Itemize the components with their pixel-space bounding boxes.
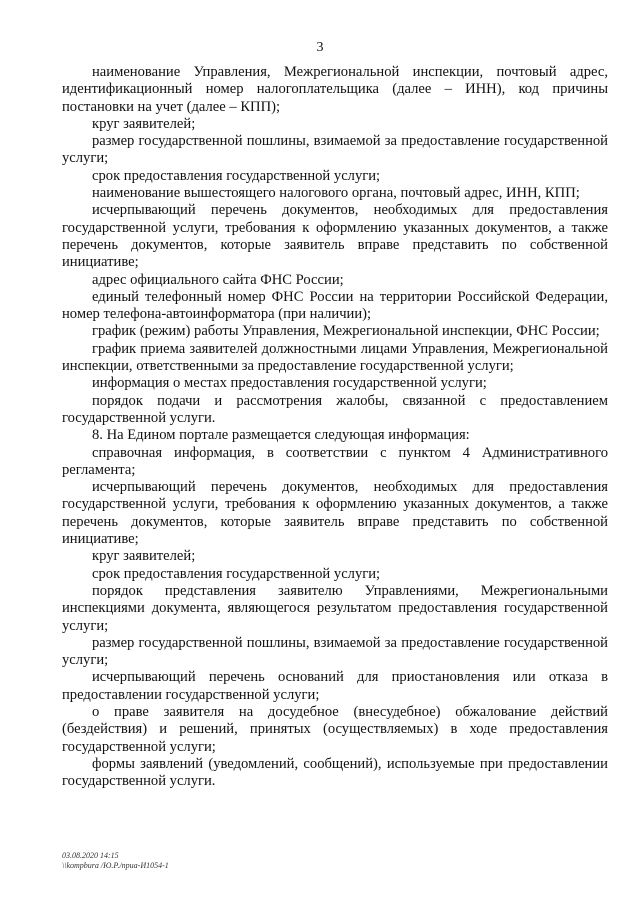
- paragraph: график приема заявителей должностными лицами Управления, Межрегиональной инспекции, ответственными за предоставление государственной услуги;: [62, 340, 608, 375]
- paragraph: срок предоставления государственной услуги;: [92, 167, 381, 184]
- paragraph: порядок подачи и рассмотрения жалобы, связанной с предоставлением государственной услуги.: [62, 392, 608, 426]
- paragraph: исчерпывающий перечень документов, необходимых для предоставления государственной услуги, требования к оформлению указанных документов, а также перечень документов, которые заявитель вправе представить по собственной инициативе;: [62, 202, 608, 271]
- section-8-heading: 8. На Едином портале размещается следующая информация:: [92, 427, 470, 444]
- footer-file-path: \\kompbura /Ю.Р./приа-И1054-1: [62, 861, 169, 870]
- paragraph: единый телефонный номер ФНС России на территории Российской Федерации, номер телефона-автоинформатора (при наличии);: [62, 288, 608, 323]
- paragraph: размер государственной пошлины, взимаемой за предоставление государственной услуги;: [62, 634, 608, 669]
- paragraph: исчерпывающий перечень оснований для приостановления или отказа в предоставлении государственной услуги;: [62, 669, 608, 703]
- paragraph: наименование Управления, Межрегиональной инспекции, почтовый адрес, идентификационный номер налогоплательщика (далее – ИНН), код причины постановки на учет (далее – КПП);: [62, 64, 608, 115]
- paragraph: срок предоставления государственной услуги;: [92, 565, 381, 582]
- paragraph: формы заявлений (уведомлений, сообщений), используемые при предоставлении государственной услуги.: [62, 755, 608, 790]
- paragraph: круг заявителей;: [92, 115, 196, 132]
- footer-timestamp: 03.08.2020 14:15: [62, 851, 119, 860]
- paragraph: адрес официального сайта ФНС России;: [92, 271, 344, 288]
- paragraph: размер государственной пошлины, взимаемой за предоставление государственной услуги;: [62, 133, 608, 167]
- paragraph: исчерпывающий перечень документов, необходимых для предоставления государственной услуги, требования к оформлению указанных документов, а также перечень документов, которые заявитель вправе представить по собственной инициативе;: [62, 479, 608, 548]
- paragraph: справочная информация, в соответствии с пунктом 4 Административного регламента;: [62, 444, 608, 478]
- document-footer: [62, 851, 169, 871]
- paragraph: порядок представления заявителю Управлениями, Межрегиональными инспекциями документа, являющегося результатом предоставления государственной услуги;: [62, 582, 608, 634]
- paragraph: график (режим) работы Управления, Межрегиональной инспекции, ФНС России;: [92, 323, 600, 340]
- paragraph: информация о местах предоставления государственной услуги;: [92, 375, 487, 392]
- paragraph: круг заявителей;: [92, 548, 196, 565]
- paragraph: наименование вышестоящего налогового органа, почтовый адрес, ИНН, КПП;: [92, 185, 580, 202]
- page-number: 3: [316, 40, 324, 55]
- document-body: [62, 64, 608, 790]
- paragraph: о праве заявителя на досудебное (внесудебное) обжалование действий (бездействия) и решений, принятых (осуществляемых) в ходе предоставления государственной услуги;: [62, 703, 608, 755]
